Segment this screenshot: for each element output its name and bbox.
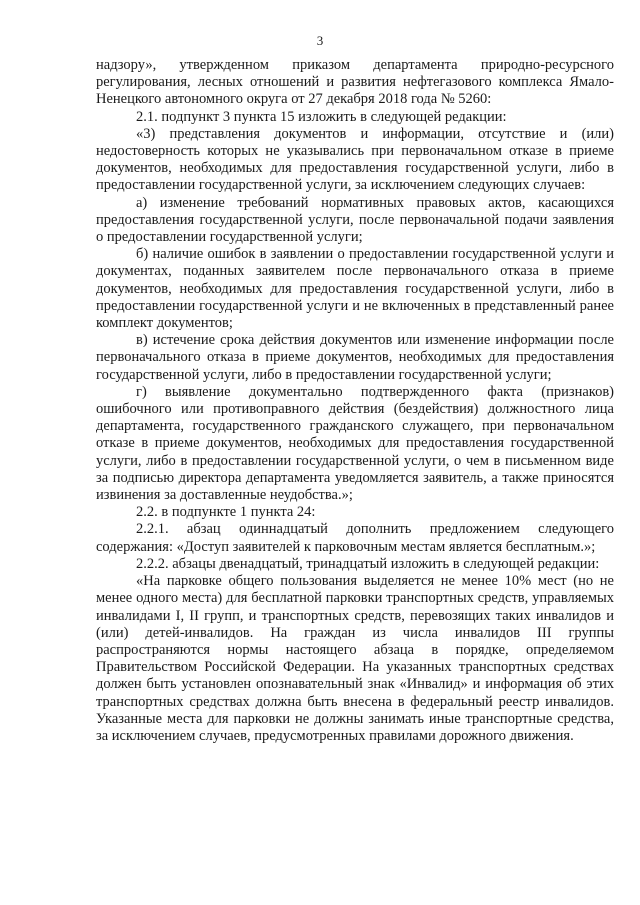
paragraph-item-g: г) выявление документально подтвержденного факта (признаков) ошибочного или противоправного действия (бездействия) должностного лица департамента, государственного гражданского служащего, при первоначальном отказе в приеме документов, необходимых для предоставления государственной услуги, либо в предоставлении государственной услуги, о чем в письменном виде за подписью директора департамента уведомляется заявитель, а также приносятся извинения за доставленные неудобства.»;: [96, 383, 614, 504]
paragraph-item-3: «3) представления документов и информации, отсутствие и (или) недостоверность которых не указывались при первоначальном отказе в приеме документов, необходимых для предоставления государственной услуги, либо в предоставлении государственной услуги, за исключением следующих случаев:: [96, 125, 614, 194]
paragraph-item-a: а) изменение требований нормативных правовых актов, касающихся предоставления государственной услуги, после первоначальной подачи заявления о предоставлении государственной услуги;: [96, 194, 614, 246]
paragraph-continuation: надзору», утвержденном приказом департамента природно-ресурсного регулирования, лесных отношений и развития нефтегазового комплекса Ямало-Ненецкого автономного округа от 27 декабря 2018 года № 5260:: [96, 57, 614, 108]
paragraph-2-2: 2.2. в подпункте 1 пункта 24:: [136, 504, 316, 521]
page-number: 3: [316, 33, 324, 48]
paragraph-item-b: б) наличие ошибок в заявлении о предоставлении государственной услуги и документах, поданных заявителем после первоначального отказа в приеме документов, необходимых для предоставления государственной услуги, либо в предоставлении государственной услуги и не включенных в представленный ранее комплект документов;: [96, 246, 614, 332]
document-body: [96, 57, 614, 745]
paragraph-parking-rule: «На парковке общего пользования выделяется не менее 10% мест (но не менее одного места) для бесплатной парковки транспортных средств, управляемых инвалидами I, II групп, и транспортных средств, перевозящих таких инвалидов и (или) детей-инвалидов. На граждан из числа инвалидов III группы распространяются нормы настоящего абзаца в порядке, определяемом Правительством Российской Федерации. На указанных транспортных средствах должен быть установлен опознавательный знак «Инвалид» и информация об этих транспортных средствах должна быть внесена в федеральный реестр инвалидов. Указанные места для парковки не должны занимать иные транспортные средства, за исключением случаев, предусмотренных правилами дорожного движения.: [96, 573, 614, 744]
paragraph-2-2-2: 2.2.2. абзацы двенадцатый, тринадцатый изложить в следующей редакции:: [136, 555, 600, 572]
paragraph-2-2-1: 2.2.1. абзац одиннадцатый дополнить предложением следующего содержания: «Доступ заявителей к парковочным местам является бесплатным.»;: [96, 521, 614, 555]
paragraph-item-v: в) истечение срока действия документов или изменение информации после первоначального отказа в приеме документов, необходимых для предоставления государственной услуги, либо в предоставлении государственной услуги;: [96, 332, 614, 383]
paragraph-2-1: 2.1. подпункт 3 пункта 15 изложить в следующей редакции:: [136, 108, 507, 125]
